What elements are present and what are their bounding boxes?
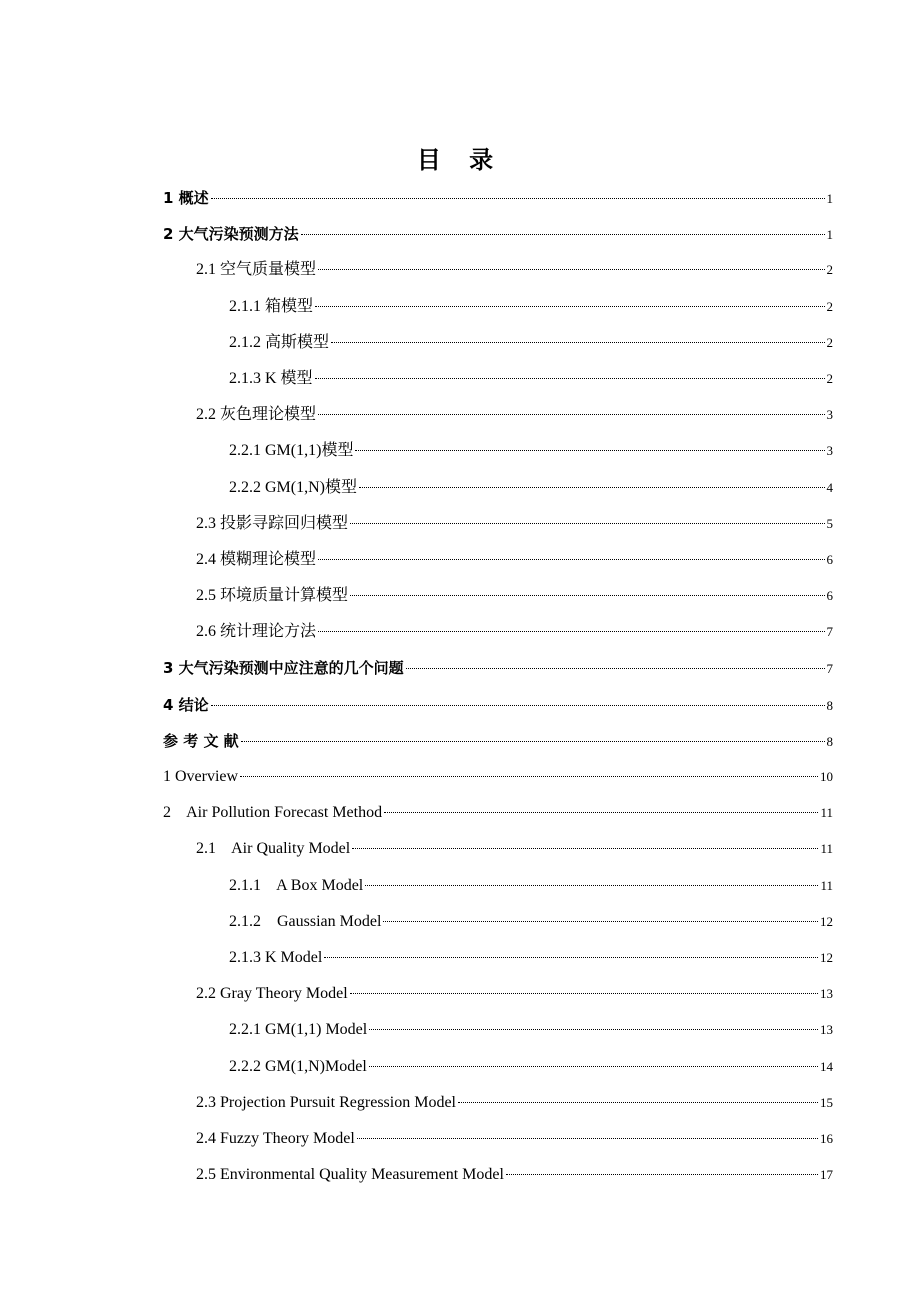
toc-entry-label: 参 考 文 献 <box>163 731 239 750</box>
toc-entry[interactable] <box>163 868 833 904</box>
toc-dot-leader <box>350 523 824 524</box>
toc-page-number: 2 <box>826 298 833 314</box>
toc-page-number: 10 <box>820 769 833 784</box>
toc-entry[interactable] <box>163 795 833 831</box>
toc-dot-leader <box>318 269 824 270</box>
toc-entry[interactable] <box>163 470 833 506</box>
toc-entry[interactable] <box>163 433 833 469</box>
toc-entry[interactable] <box>163 216 833 252</box>
toc-entry[interactable] <box>163 1085 833 1121</box>
toc-entry-label: 2.1.1 A Box Model <box>229 876 364 894</box>
toc-entry-label: 2.1 Air Quality Model <box>196 840 351 858</box>
toc-page-number: 3 <box>826 407 833 423</box>
toc-page-number: 1 <box>826 191 833 206</box>
toc-entry[interactable] <box>163 831 833 867</box>
toc-entry[interactable] <box>163 325 833 361</box>
toc-page-number: 15 <box>820 1094 833 1110</box>
toc-dot-leader <box>383 921 818 922</box>
toc-entry-label: 2.1.1 箱模型 <box>229 297 314 315</box>
toc-dot-leader <box>365 885 818 886</box>
toc-entry-label: 2.1.2 Gaussian Model <box>229 912 382 930</box>
toc-page-number: 5 <box>826 515 833 531</box>
toc-entry[interactable] <box>163 687 833 723</box>
toc-dot-leader <box>458 1102 818 1103</box>
toc-entry[interactable] <box>163 1049 833 1085</box>
toc-entry-label: 2 Air Pollution Forecast Method <box>163 804 383 822</box>
toc-page-number: 6 <box>826 588 833 604</box>
toc-entry[interactable] <box>163 976 833 1012</box>
toc-entry-label: 2.1 空气质量模型 <box>196 261 317 279</box>
toc-page-number: 17 <box>820 1167 833 1183</box>
toc-entry-label: 4 结论 <box>163 695 209 714</box>
toc-entry-label: 2.4 模糊理论模型 <box>196 550 317 568</box>
toc-entry-label: 2.2 灰色理论模型 <box>196 406 317 424</box>
toc-entry-label: 2.2.2 GM(1,N)模型 <box>229 478 357 496</box>
toc-dot-leader <box>318 631 824 632</box>
toc-page-number: 2 <box>826 370 833 386</box>
toc-entry-label: 2.2.1 GM(1,1)模型 <box>229 442 354 460</box>
toc-page-number: 3 <box>826 443 833 459</box>
toc-dot-leader <box>384 812 818 813</box>
toc-page-number: 4 <box>826 479 833 495</box>
toc-dot-leader <box>350 595 824 596</box>
toc-entry-label: 2.4 Fuzzy Theory Model <box>196 1129 355 1147</box>
toc-entry[interactable] <box>163 723 833 759</box>
toc-page-number: 11 <box>820 877 833 893</box>
toc-entry-label: 1 概述 <box>163 189 209 207</box>
toc-page-number: 7 <box>826 661 833 677</box>
toc-title: 目 录 <box>416 146 504 174</box>
toc-list <box>163 180 833 1193</box>
toc-page-number: 1 <box>826 227 833 243</box>
toc-dot-leader <box>506 1174 818 1175</box>
toc-dot-leader <box>331 342 824 343</box>
toc-entry-label: 2.1.3 K 模型 <box>229 369 313 387</box>
toc-entry[interactable] <box>163 1121 833 1157</box>
toc-entry[interactable] <box>163 252 833 288</box>
toc-dot-leader <box>324 957 818 958</box>
toc-page-number: 11 <box>820 841 833 857</box>
toc-entry-label: 1 Overview <box>163 768 239 785</box>
toc-page-number: 8 <box>826 697 833 713</box>
toc-dot-leader <box>369 1066 818 1067</box>
toc-page-number: 13 <box>820 986 833 1002</box>
toc-dot-leader <box>406 668 825 669</box>
toc-dot-leader <box>315 378 825 379</box>
toc-entry[interactable] <box>163 940 833 976</box>
toc-page-number: 11 <box>820 805 833 821</box>
toc-page-number: 13 <box>820 1022 833 1038</box>
toc-entry[interactable] <box>163 614 833 650</box>
toc-entry-label: 2.1.3 K Model <box>229 948 323 966</box>
toc-entry[interactable] <box>163 361 833 397</box>
toc-entry[interactable] <box>163 542 833 578</box>
toc-entry-label: 2.3 投影寻踪回归模型 <box>196 514 349 532</box>
toc-dot-leader <box>359 487 825 488</box>
toc-entry-label: 2 大气污染预测方法 <box>163 225 299 244</box>
toc-page-number: 7 <box>826 624 833 640</box>
toc-entry-label: 2.2.1 GM(1,1) Model <box>229 1021 368 1039</box>
toc-entry[interactable] <box>163 1012 833 1048</box>
toc-entry[interactable] <box>163 650 833 686</box>
toc-dot-leader <box>318 414 824 415</box>
toc-page-number: 8 <box>826 733 833 749</box>
toc-dot-leader <box>318 559 824 560</box>
toc-entry[interactable] <box>163 289 833 325</box>
toc-dot-leader <box>241 741 825 742</box>
toc-entry[interactable] <box>163 904 833 940</box>
toc-dot-leader <box>355 450 824 451</box>
toc-entry[interactable] <box>163 578 833 614</box>
toc-page-number: 2 <box>826 262 833 278</box>
toc-entry-label: 2.1.2 高斯模型 <box>229 333 330 351</box>
toc-entry-label: 3 大气污染预测中应注意的几个问题 <box>163 659 404 678</box>
toc-dot-leader <box>350 993 818 994</box>
toc-page-number: 12 <box>820 949 833 965</box>
toc-page-number: 16 <box>820 1130 833 1146</box>
toc-entry[interactable] <box>163 1157 833 1193</box>
toc-dot-leader <box>211 705 825 706</box>
toc-entry-label: 2.5 Environmental Quality Measurement Model <box>196 1166 504 1184</box>
toc-entry[interactable] <box>163 397 833 433</box>
toc-dot-leader <box>369 1029 818 1030</box>
toc-entry-label: 2.2 Gray Theory Model <box>196 985 348 1003</box>
toc-dot-leader <box>301 234 825 235</box>
toc-entry-label: 2.6 统计理论方法 <box>196 623 317 641</box>
toc-page-number: 6 <box>826 551 833 567</box>
toc-entry[interactable] <box>163 506 833 542</box>
toc-page-number: 14 <box>820 1058 833 1074</box>
toc-entry[interactable] <box>163 180 833 216</box>
toc-dot-leader <box>352 848 818 849</box>
toc-dot-leader <box>315 306 824 307</box>
toc-entry[interactable] <box>163 759 833 795</box>
toc-entry-label: 2.3 Projection Pursuit Regression Model <box>196 1093 456 1111</box>
toc-page-number: 12 <box>820 913 833 929</box>
toc-entry-label: 2.2.2 GM(1,N)Model <box>229 1057 367 1075</box>
toc-dot-leader <box>357 1138 818 1139</box>
toc-dot-leader <box>211 198 825 199</box>
toc-dot-leader <box>240 776 818 777</box>
toc-entry-label: 2.5 环境质量计算模型 <box>196 587 349 605</box>
toc-page-number: 2 <box>826 334 833 350</box>
